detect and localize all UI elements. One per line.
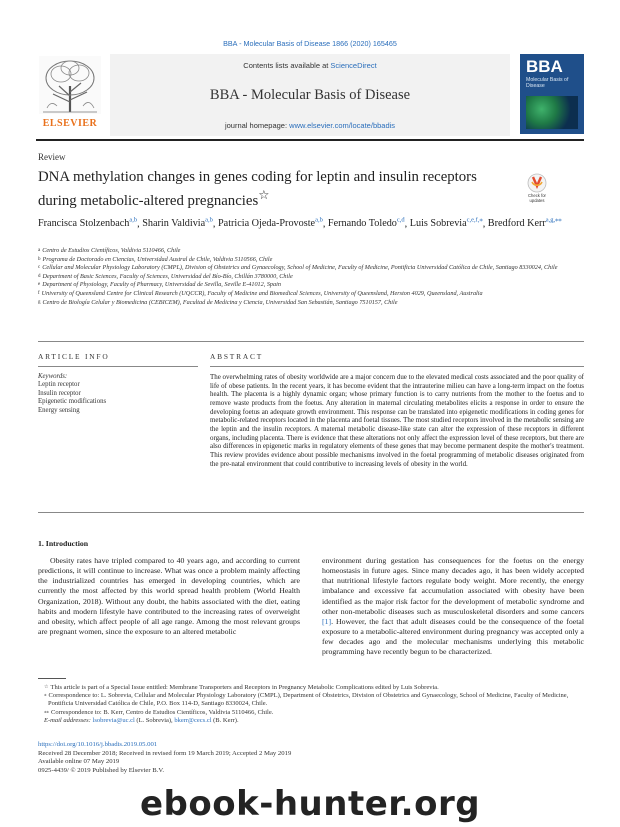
received-dates: Received 28 December 2018; Received in revised form 19 March 2019; Accepted 2 May 2019	[38, 749, 292, 757]
cover-image	[526, 96, 578, 129]
citation-link[interactable]: [1]	[322, 616, 332, 626]
section-heading: 1. Introduction	[38, 539, 89, 548]
watermark: ebook-hunter.org	[140, 784, 481, 824]
author[interactable]: Patricia Ojeda-Provoste$^{a,b}$	[218, 217, 323, 230]
contents-prefix: Contents lists available at	[243, 61, 331, 70]
article-title-text: DNA methylation changes in genes coding for leptin and insulin receptors during metabolic-altered pregnancies	[38, 169, 477, 209]
header-divider	[36, 139, 584, 141]
intro-right-text: environment during gestation has consequences for the foetus on the energy homeostasis in future ages. Since many decades ago, it has been widely accepted that nutritional lifestyle factors regulate body weight. More recently, the energy imbalance and excessive fat accumulation associated with obesity have been identified as the major risk factor for the development of metabolic syndrome and other non-metabolic diseases such as musculoskeletal disorders and some cancers	[322, 556, 584, 616]
keyword: Energy sensing	[38, 406, 80, 414]
journal-cover	[520, 54, 584, 134]
footnote: ⁎⁎ Correspondence to: B. Kerr, Centro de Estudios Científicos, Valdivia 5110466, Chile.	[44, 708, 274, 716]
keyword: Epigenetic modifications	[38, 398, 107, 406]
title-footnote-mark[interactable]: ☆	[258, 188, 270, 202]
keyword: Leptin receptor	[38, 381, 80, 389]
info-divider	[38, 366, 198, 367]
article-title	[38, 168, 508, 210]
keywords-block	[38, 373, 198, 415]
intro-right-column	[322, 556, 584, 658]
sciencedirect-link[interactable]: ScienceDirect	[330, 61, 377, 70]
journal-title: BBA - Molecular Basis of Disease	[209, 87, 411, 103]
article-type: Review	[38, 152, 66, 162]
homepage-link[interactable]: www.elsevier.com/locate/bbadis	[289, 121, 396, 130]
divider-top	[38, 341, 584, 342]
doi-link[interactable]: https://doi.org/10.1016/j.bbadis.2019.05.001	[38, 741, 158, 748]
journal-masthead	[36, 54, 584, 136]
email-link[interactable]: lsobrevia@uc.cl	[92, 716, 135, 724]
copyright: 0925-4439/ © 2019 Published by Elsevier B.V.	[38, 767, 165, 775]
email-footnote: E-mail addresses: lsobrevia@uc.cl (L. Sobrevia), bkerr@cecs.cl (B. Kerr).	[44, 716, 239, 724]
affiliation: $^g$ Centro de Biología Celular y Biomedicina (CEBICEM), Facultad de Medicina y Ciencia, Universidad San Sebastián, Santiago 7510157, Chile	[38, 298, 398, 306]
check-for-updates-button[interactable]	[522, 173, 552, 207]
author[interactable]: Luis Sobrevia$^{c,e,f,⁎}$	[409, 217, 483, 230]
abstract-heading: ABSTRACT	[210, 352, 264, 361]
email-link[interactable]: bkerr@cecs.cl	[174, 716, 212, 724]
intro-left-column: Obesity rates have tripled compared to 40 years ago, and according to current predictions, it will continue to increase. What was once a problem mainly affecting the industrialized countries has emerged in developing countries, which are currently the most affected by this world spread health problem (World Health Organization, 2018). Without any doubt, the habits associated with the diet, eating habits and modern lifestyle have contributed to the increasing rates of overweight and obesity, which affect people of all age range. Among the most relevant groups are pregnant women, since the exposure to an altered metabolic	[38, 556, 300, 637]
publication-info	[38, 741, 338, 776]
footnote-divider	[38, 678, 66, 679]
article-info-heading: ARTICLE INFO	[38, 352, 110, 361]
footnote: ⁎ Correspondence to: L. Sobrevia, Cellular and Molecular Physiology Laboratory (CMPL), Department of Obstetrics, Division of Obstetrics and Gynaecology, School of Medicine, Faculty of Medicine, Pontificia Universidad Católica de Chile, P.O. Box 114-D, Santiago 8330024, Chile.	[44, 692, 569, 708]
author-list: Francisca Stolzenbach$^{a,b}$, Sharin Valdivia$^{a,b}$, Patricia Ojeda-Provoste$^{a,b}$, Fernando Toledo$^{c,d}$, Luis Sobrevia$^{c,e,f,⁎}$, Bredford Kerr$^{a,g,⁎⁎}$	[38, 217, 562, 230]
footnote: ☆ This article is part of a Special Issue entitled: Membrane Transporters and Receptors in Pregnancy Metabolic Complications edited by Luis Sobrevia.	[44, 684, 439, 691]
footnotes	[38, 684, 584, 725]
journal-citation-link[interactable]: BBA - Molecular Basis of Disease 1866 (2020) 165465	[223, 39, 397, 48]
check-updates-icon	[527, 173, 547, 193]
author[interactable]: Fernando Toledo$^{c,d}$	[327, 217, 405, 230]
author[interactable]: Bredford Kerr$^{a,g,⁎⁎}$	[487, 217, 562, 230]
homepage-line	[110, 121, 510, 130]
affiliation: $^a$ Centro de Estudios Científicos, Valdivia 5110466, Chile	[38, 247, 181, 254]
affiliation: $^b$ Programa de Doctorado en Ciencias, Universidad Austral de Chile, Valdivia 5110566, Chile	[38, 255, 273, 263]
publisher-name: ELSEVIER	[42, 118, 98, 129]
divider-bottom	[38, 512, 584, 513]
contents-line	[110, 61, 510, 70]
tree-icon	[39, 56, 101, 114]
keywords-label: Keywords:	[38, 373, 68, 380]
abstract-text: The overwhelming rates of obesity worldwide are a major concern due to the elevated medical costs associated and the poor quality of life of obese patients. In the recent years, it has become evident that the intrauterine milieu can have a long-term impact on the foetus health. The placenta is a highly dynamic organ; whose primary function is to carry nutrients from the mother to the foetus and to remove waste products from the foetus. Any alteration in maternal circulating metabolites elicits a response in order to ensure the developing foetus an adequate growth environment. This response can be translated into epigenetic modifications in coding genes for metabolic-related receptors located in the placenta and foetal tissues. The most studied receptors involved in the metabolic sensing are the leptin and the insulin receptors. A maternal metabolic disease-like state can alter the expression of these receptors in different organs, including placenta. There is evidence that these alterations not only affect the expression level of these receptors, but there are also differences in epigenetic marks in regulatory elements of these genes that may become permanent despite the mother's treatment. This review provides evidence about possible mechanisms involved in the foetal programming of metabolic diseases originated from the pre-natal environment that could contributive to increasing levels of obesity in the world.	[210, 373, 584, 468]
abstract-divider	[210, 366, 584, 367]
affiliation-list	[38, 247, 584, 307]
cover-title: BBA	[526, 57, 563, 76]
affiliation: $^d$ Department of Basic Sciences, Faculty of Sciences, Universidad del Bío-Bío, Chillán 3780000, Chile	[38, 272, 293, 280]
keyword: Insulin receptor	[38, 389, 81, 397]
author[interactable]: Francisca Stolzenbach$^{a,b}$	[38, 217, 138, 230]
affiliation: $^c$ Cellular and Molecular Physiology Laboratory (CMPL), Division of Obstetrics and Gynaecology, School of Medicine, Faculty of Medicine, Pontificia Universidad Católica de Chile, Santiago 8330024, Chile	[38, 264, 558, 272]
homepage-prefix: journal homepage:	[224, 121, 290, 130]
elsevier-logo	[36, 54, 104, 134]
online-date: Available online 07 May 2019	[38, 758, 120, 766]
cover-subtitle: Molecular Basis of Disease	[526, 77, 569, 89]
intro-right-text-cont: . However, the fact that adult diseases could be the consequence of the foetal exposure to a metabolic-altered environment during pregnancy was accepted only a few decades ago and the molecular mechanisms underlying this metabolic programming have recently begun to be characterized.	[322, 616, 584, 657]
author[interactable]: Sharin Valdivia$^{a,b}$	[142, 217, 213, 230]
check-updates-label: Check for updates	[528, 193, 546, 203]
affiliation: $^e$ Department of Physiology, Faculty of Pharmacy, Universidad de Sevilla, Seville E-41012, Spain	[38, 281, 281, 289]
affiliation: $^f$ University of Queensland Centre for Clinical Research (UQCCR), Faculty of Medicine and Biomedical Sciences, University of Queensland, Herston 4029, Queensland, Australia	[38, 289, 483, 297]
journal-banner	[110, 54, 510, 136]
